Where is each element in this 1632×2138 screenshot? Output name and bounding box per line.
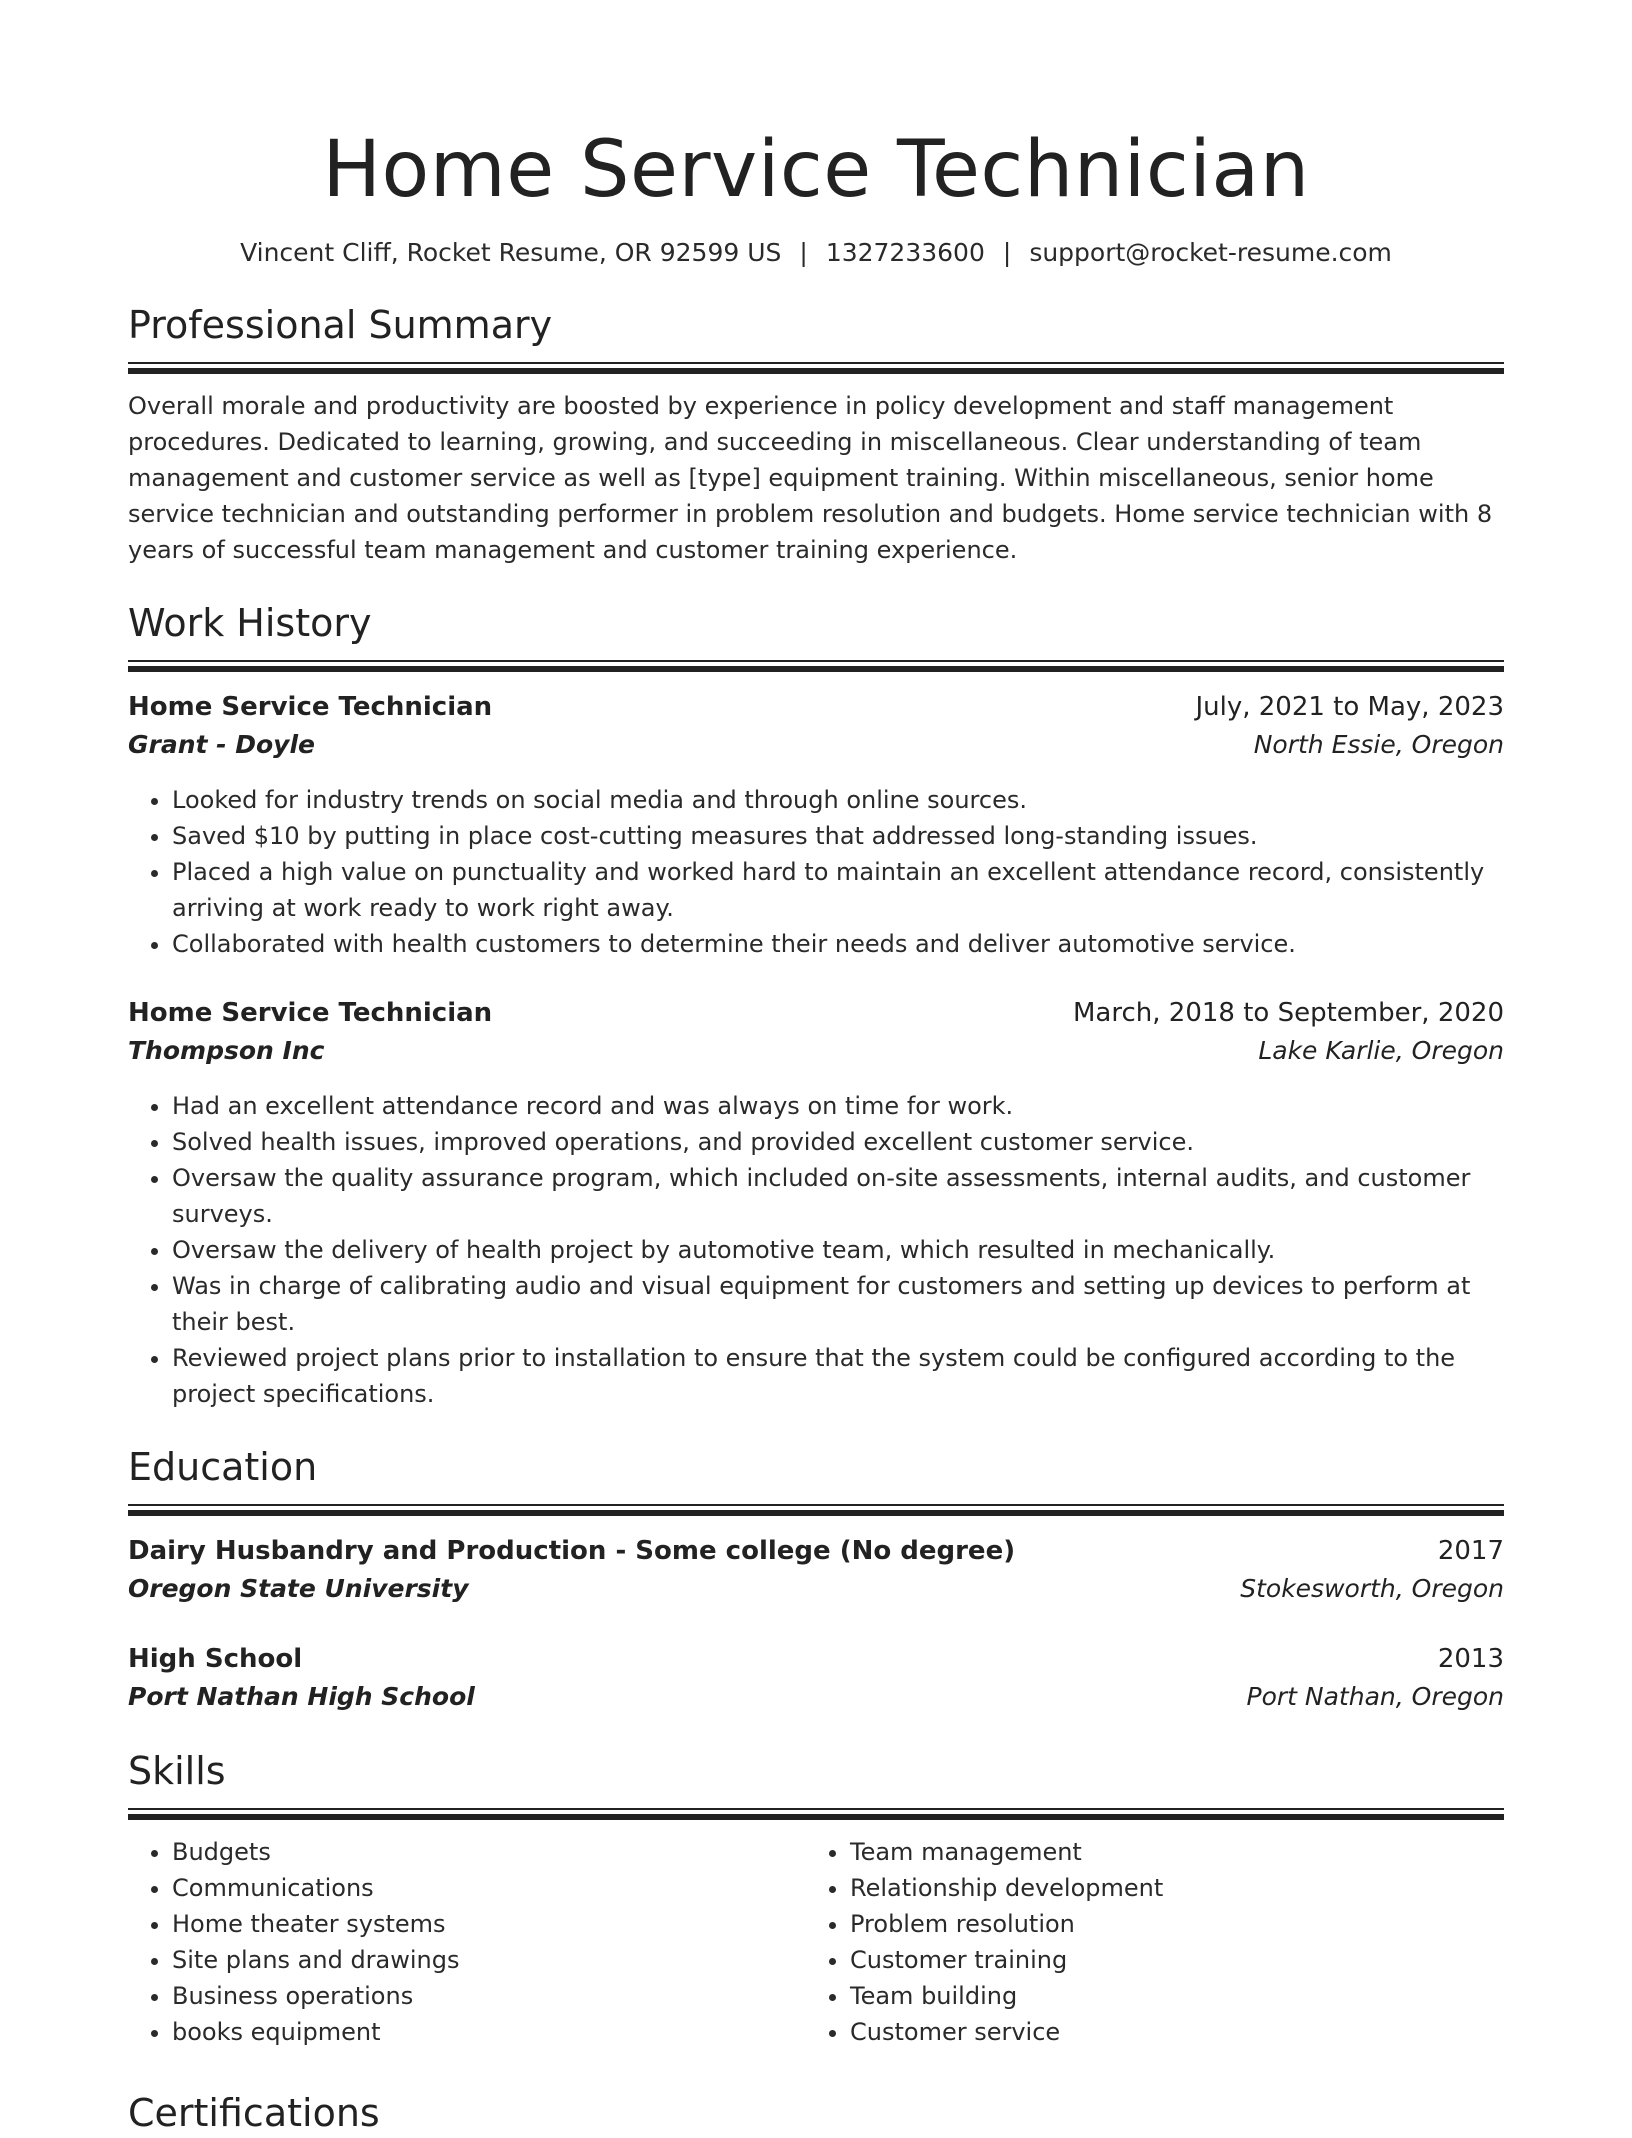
section-heading-summary: Professional Summary — [128, 303, 553, 347]
summary-section — [128, 300, 1504, 568]
contact-email[interactable]: support@rocket-resume.com — [1029, 238, 1392, 267]
section-divider — [128, 1504, 1504, 1516]
education-degree: High School — [128, 1644, 303, 1674]
skill-item: • Customer service — [850, 2014, 1484, 2050]
skill-item: • Home theater systems — [172, 1906, 806, 1942]
contact-separator: | — [1002, 238, 1012, 267]
skill-item: • Team building — [850, 1978, 1484, 2014]
contact-address: Vincent Cliff, Rocket Resume, OR 92599 US — [240, 238, 782, 267]
skill-item: • Problem resolution — [850, 1906, 1484, 1942]
job-bullet: • Oversaw the quality assurance program, which included on-site assessments, internal audits, and customer surveys. — [172, 1160, 1504, 1232]
skill-item: • Communications — [172, 1870, 806, 1906]
education-entry — [128, 1532, 1504, 1608]
contact-phone: 1327233600 — [825, 238, 985, 267]
job-dates: March, 2018 to September, 2020 — [1073, 998, 1504, 1028]
section-divider — [128, 1808, 1504, 1820]
education-location: Port Nathan, Oregon — [1246, 1682, 1504, 1711]
resume-page — [128, 0, 1504, 2050]
job-bullet: • Solved health issues, improved operations, and provided excellent customer service. — [172, 1124, 1504, 1160]
section-heading-education: Education — [128, 1445, 318, 1489]
education-school: Port Nathan High School — [128, 1682, 475, 1711]
skills-list-left — [128, 1834, 806, 2050]
education-entry — [128, 1640, 1504, 1716]
job-entry — [128, 994, 1504, 1412]
section-heading-certifications: Certifications — [128, 2091, 380, 2135]
job-location: North Essie, Oregon — [1253, 730, 1504, 759]
education-school: Oregon State University — [128, 1574, 469, 1603]
job-role: Home Service Technician — [128, 692, 493, 722]
work-history-section — [128, 598, 1504, 1412]
job-role: Home Service Technician — [128, 998, 493, 1028]
job-bullet: • Collaborated with health customers to determine their needs and deliver automotive service. — [172, 926, 1504, 962]
job-bullet: • Placed a high value on punctuality and worked hard to maintain an excellent attendance record, consistently arriving at work ready to work right away. — [172, 854, 1504, 926]
skill-item: • Customer training — [850, 1942, 1484, 1978]
resume-title: Home Service Technician — [322, 125, 1310, 215]
skill-item: • Budgets — [172, 1834, 806, 1870]
job-company: Grant - Doyle — [128, 730, 315, 759]
section-divider — [128, 362, 1504, 374]
job-bullet: • Was in charge of calibrating audio and visual equipment for customers and setting up devices to perform at their best. — [172, 1268, 1504, 1340]
skills-section — [128, 1746, 1504, 2050]
education-location: Stokesworth, Oregon — [1240, 1574, 1504, 1603]
job-bullet: • Had an excellent attendance record and was always on time for work. — [172, 1088, 1504, 1124]
job-company: Thompson Inc — [128, 1036, 325, 1065]
skill-item: • Site plans and drawings — [172, 1942, 806, 1978]
skill-item: • Relationship development — [850, 1870, 1484, 1906]
job-bullet: • Looked for industry trends on social media and through online sources. — [172, 782, 1504, 818]
job-bullet: • Reviewed project plans prior to installation to ensure that the system could be configured according to the project specifications. — [172, 1340, 1504, 1412]
contact-separator: | — [799, 238, 808, 267]
job-entry — [128, 688, 1504, 962]
skill-item: • Team management — [850, 1834, 1484, 1870]
section-heading-work: Work History — [128, 601, 372, 645]
job-bullets — [128, 782, 1504, 962]
skill-item: • books equipment — [172, 2014, 806, 2050]
skills-columns — [128, 1834, 1504, 2050]
section-heading-skills: Skills — [128, 1749, 226, 1793]
education-year: 2017 — [1437, 1536, 1504, 1566]
job-bullets — [128, 1088, 1504, 1412]
contact-line — [128, 236, 1504, 270]
education-year: 2013 — [1437, 1644, 1504, 1674]
job-bullet: • Saved $10 by putting in place cost-cutting measures that addressed long-standing issues. — [172, 818, 1504, 854]
education-degree: Dairy Husbandry and Production - Some college (No degree) — [128, 1536, 1016, 1566]
section-divider — [128, 660, 1504, 672]
job-location: Lake Karlie, Oregon — [1258, 1036, 1504, 1065]
job-bullet: • Oversaw the delivery of health project by automotive team, which resulted in mechanically. — [172, 1232, 1504, 1268]
job-dates: July, 2021 to May, 2023 — [1195, 692, 1504, 722]
skill-item: • Business operations — [172, 1978, 806, 2014]
skills-list-right — [806, 1834, 1484, 2050]
summary-text: Overall morale and productivity are boosted by experience in policy development and staff management procedures. Dedicated to learning, growing, and succeeding in miscellaneous. Clear understanding of team management and customer service as well as [type] equipment training. Within miscellaneous, senior home service technician and outstanding performer in problem resolution and budgets. Home service technician with 8 years of successful team management and customer training experience. — [128, 392, 1493, 564]
education-section — [128, 1442, 1504, 1716]
